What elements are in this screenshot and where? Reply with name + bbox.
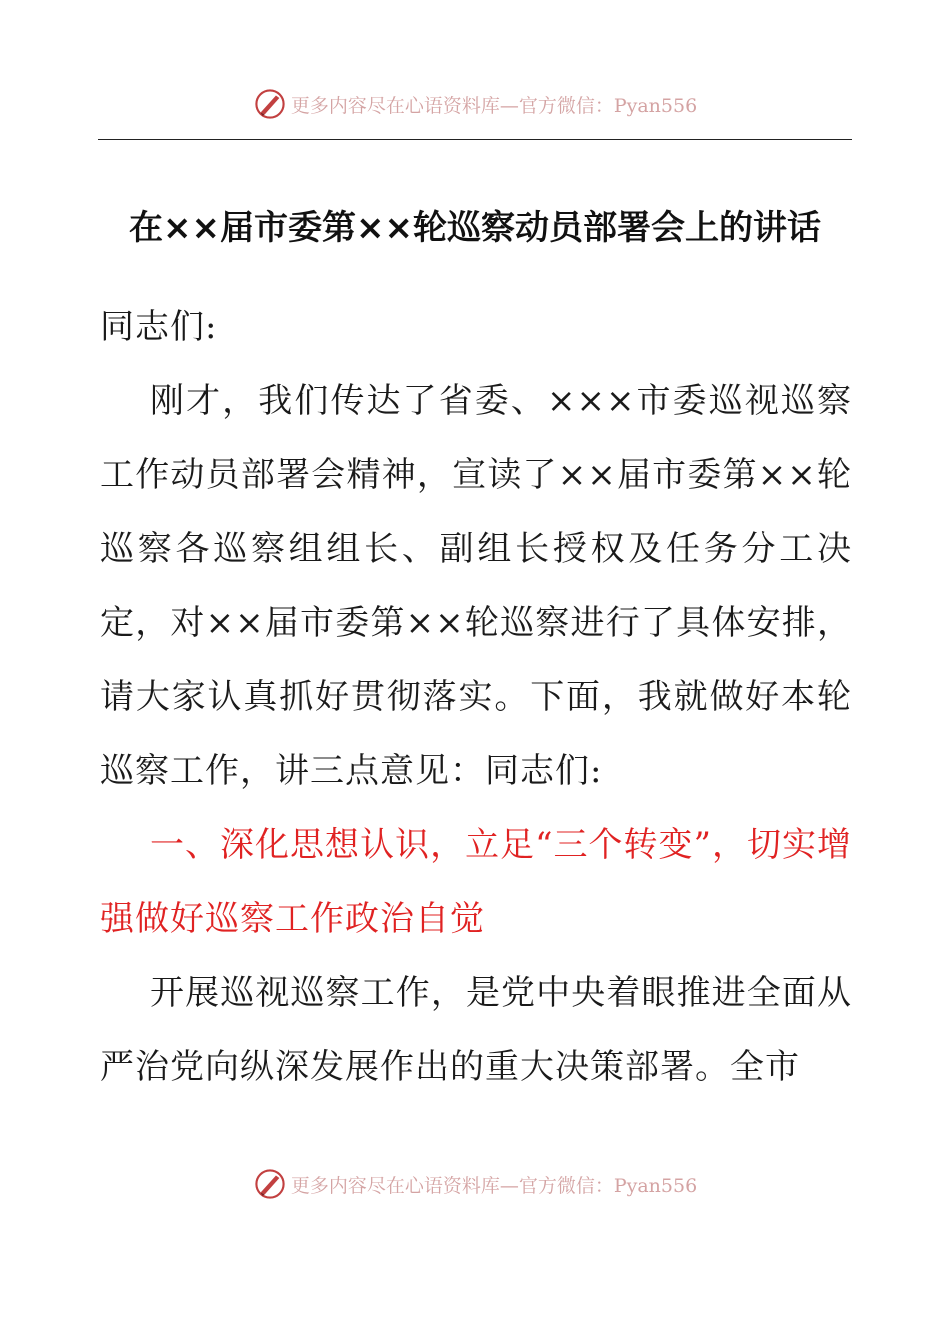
paragraph: 开展巡视巡察工作，是党中央着眼推进全面从严治党向纵深发展作出的重大决策部署。全市 [100, 973, 852, 1087]
pen-logo-icon [253, 1167, 287, 1201]
salutation: 同志们: [100, 307, 218, 347]
watermark-text: 更多内容尽在心语资料库—官方微信：Pyan556 [290, 94, 698, 117]
document-title: 在××届市委第××轮巡察动员部署会上的讲话 [129, 208, 821, 248]
header-rule [98, 139, 852, 140]
pen-logo-icon [253, 87, 287, 121]
header-watermark [0, 84, 950, 124]
watermark-text: 更多内容尽在心语资料库—官方微信：Pyan556 [290, 1174, 698, 1197]
footer-watermark [0, 1164, 950, 1204]
section-heading: 一、深化思想认识，立足“三个转变”，切实增强做好巡察工作政治自觉 [100, 825, 852, 939]
document-body [100, 290, 852, 1104]
paragraph: 刚才，我们传达了省委、×××市委巡视巡察工作动员部署会精神，宣读了××届市委第××轮巡察各巡察组组长、副组长授权及任务分工决定，对××届市委第××轮巡察进行了具体安排，请大家认真抓好贯彻落实。下面，我就做好本轮巡察工作，讲三点意见：同志们: [100, 381, 852, 791]
